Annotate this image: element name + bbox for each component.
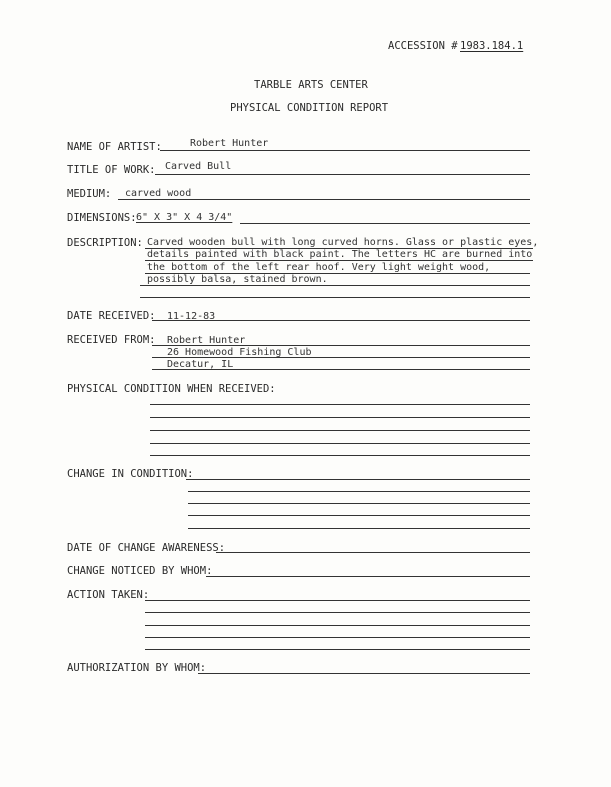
action-rule-1 <box>145 600 530 601</box>
change-condition-label: CHANGE IN CONDITION: <box>67 468 194 480</box>
received-from-label: RECEIVED FROM: <box>67 334 156 346</box>
received-from-rule-3 <box>152 369 530 370</box>
description-line-2: details painted with black paint. The letters HC are burned into <box>147 249 533 260</box>
condition-rule-3 <box>150 430 530 431</box>
noticed-by-label: CHANGE NOTICED BY WHOM: <box>67 565 213 577</box>
title-value: Carved Bull <box>165 161 232 172</box>
condition-received-label: PHYSICAL CONDITION WHEN RECEIVED: <box>67 383 276 395</box>
action-rule-5 <box>145 649 530 650</box>
change-rule-5 <box>188 528 530 529</box>
change-date-line <box>216 552 530 553</box>
title-line <box>155 174 530 175</box>
description-rule-5 <box>140 297 530 298</box>
authorization-line <box>198 673 530 674</box>
condition-rule-5 <box>150 455 530 456</box>
condition-rule-2 <box>150 417 530 418</box>
medium-line <box>118 199 530 200</box>
condition-rule-4 <box>150 443 530 444</box>
accession-label: ACCESSION # <box>388 40 458 52</box>
authorization-label: AUTHORIZATION BY WHOM: <box>67 662 207 674</box>
change-rule-3 <box>188 503 530 504</box>
date-received-label: DATE RECEIVED: <box>67 310 156 322</box>
received-from-rule-1 <box>152 345 530 346</box>
noticed-by-line <box>206 576 530 577</box>
description-rule-2 <box>145 260 533 261</box>
title-label: TITLE OF WORK: <box>67 164 156 176</box>
change-rule-2 <box>188 491 530 492</box>
description-line-1: Carved wooden bull with long curved horns. Glass or plastic eyes, <box>147 237 539 248</box>
report-title: PHYSICAL CONDITION REPORT <box>230 102 389 114</box>
change-date-label: DATE OF CHANGE AWARENESS: <box>67 542 226 554</box>
action-rule-3 <box>145 625 530 626</box>
description-line-3: the bottom of the left rear hoof. Very light weight wood, <box>147 262 491 273</box>
accession-number: 1983.184.1 <box>460 40 524 52</box>
dimensions-label: DIMENSIONS: <box>67 212 137 224</box>
action-rule-4 <box>145 637 530 638</box>
description-label: DESCRIPTION: <box>67 237 143 249</box>
artist-label: NAME OF ARTIST: <box>67 141 162 153</box>
medium-label: MEDIUM: <box>67 188 112 200</box>
change-rule-1 <box>186 479 530 480</box>
date-received-value: 11-12-83 <box>167 311 216 322</box>
artist-value: Robert Hunter <box>190 138 269 149</box>
received-from-line-2: 26 Homewood Fishing Club <box>167 347 312 358</box>
dimensions-line <box>240 223 530 224</box>
description-rule-4 <box>140 285 530 286</box>
action-rule-2 <box>145 612 530 613</box>
org-name: TARBLE ARTS CENTER <box>254 79 368 91</box>
received-from-line-3: Decatur, IL <box>167 359 234 370</box>
description-line-4: possibly balsa, stained brown. <box>147 274 328 285</box>
medium-value: carved wood <box>125 188 192 199</box>
action-label: ACTION TAKEN: <box>67 589 150 601</box>
dimensions-value: 6" X 3" X 4 3/4" <box>136 212 233 223</box>
date-received-line <box>152 320 530 321</box>
artist-line <box>160 150 530 151</box>
received-from-line-1: Robert Hunter <box>167 335 246 346</box>
change-rule-4 <box>188 515 530 516</box>
received-from-rule-2 <box>152 357 530 358</box>
condition-rule-1 <box>150 404 530 405</box>
